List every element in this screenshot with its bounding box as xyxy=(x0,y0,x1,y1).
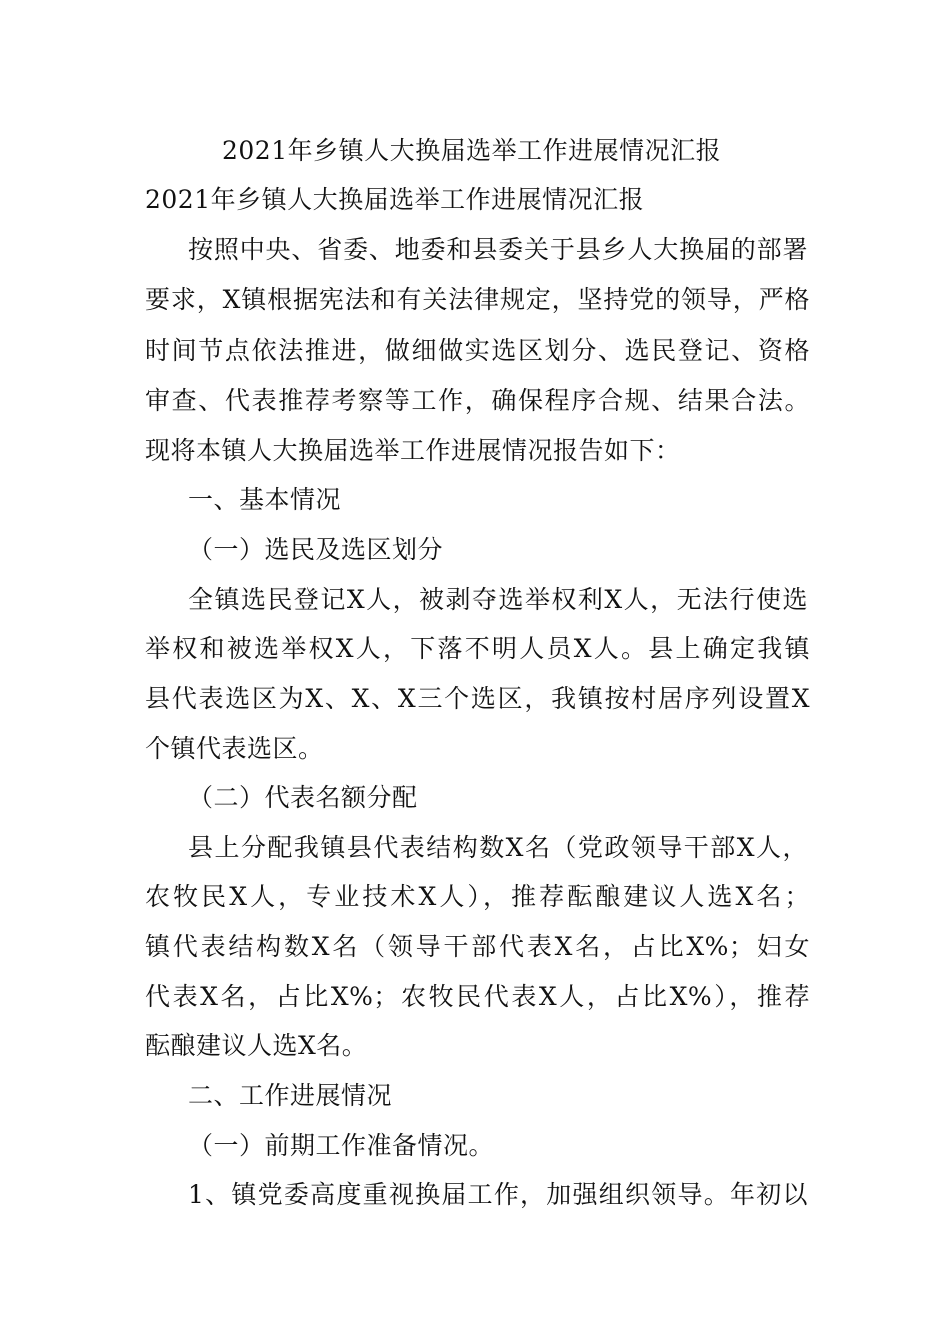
body-line: 时间节点依法推进，做细做实选区划分、选民登记、资格 xyxy=(145,336,810,365)
body-line: 酝酿建议人选X名。 xyxy=(145,1031,368,1060)
body-line: 镇代表结构数X名（领导干部代表X名，占比X%；妇女 xyxy=(145,932,810,961)
body-line: 要求，X镇根据宪法和有关法律规定，坚持党的领导，严格 xyxy=(145,285,810,314)
body-line: 个镇代表选区。 xyxy=(145,734,324,763)
body-line: 现将本镇人大换届选举工作进展情况报告如下： xyxy=(145,436,681,465)
body-line: 县上分配我镇县代表结构数X名（党政领导干部X人， xyxy=(188,833,808,862)
document-subtitle: 2021年乡镇人大换届选举工作进展情况汇报 xyxy=(145,185,645,214)
body-line: 1、镇党委高度重视换届工作，加强组织领导。年初以 xyxy=(188,1180,808,1209)
body-line: 全镇选民登记X人，被剥夺选举权利X人，无法行使选 xyxy=(188,585,808,614)
body-line: 代表X名，占比X%；农牧民代表X人，占比X%），推荐 xyxy=(145,982,810,1011)
body-line: 县代表选区为X、X、X三个选区，我镇按村居序列设置X xyxy=(145,684,810,713)
subsection-heading: （二）代表名额分配 xyxy=(188,783,418,812)
section-heading: 二、工作进展情况 xyxy=(188,1081,393,1110)
section-heading: 一、基本情况 xyxy=(188,485,342,514)
body-line: 按照中央、省委、地委和县委关于县乡人大换届的部署 xyxy=(188,235,808,264)
body-line: 举权和被选举权X人，下落不明人员X人。县上确定我镇 xyxy=(145,634,810,663)
body-line: 农牧民X人，专业技术X人），推荐酝酿建议人选X名； xyxy=(145,882,810,911)
body-line: 审查、代表推荐考察等工作，确保程序合规、结果合法。 xyxy=(145,386,810,415)
subsection-heading: （一）前期工作准备情况。 xyxy=(188,1131,495,1160)
subsection-heading: （一）选民及选区划分 xyxy=(188,535,444,564)
document-title: 2021年乡镇人大换届选举工作进展情况汇报 xyxy=(222,136,722,165)
